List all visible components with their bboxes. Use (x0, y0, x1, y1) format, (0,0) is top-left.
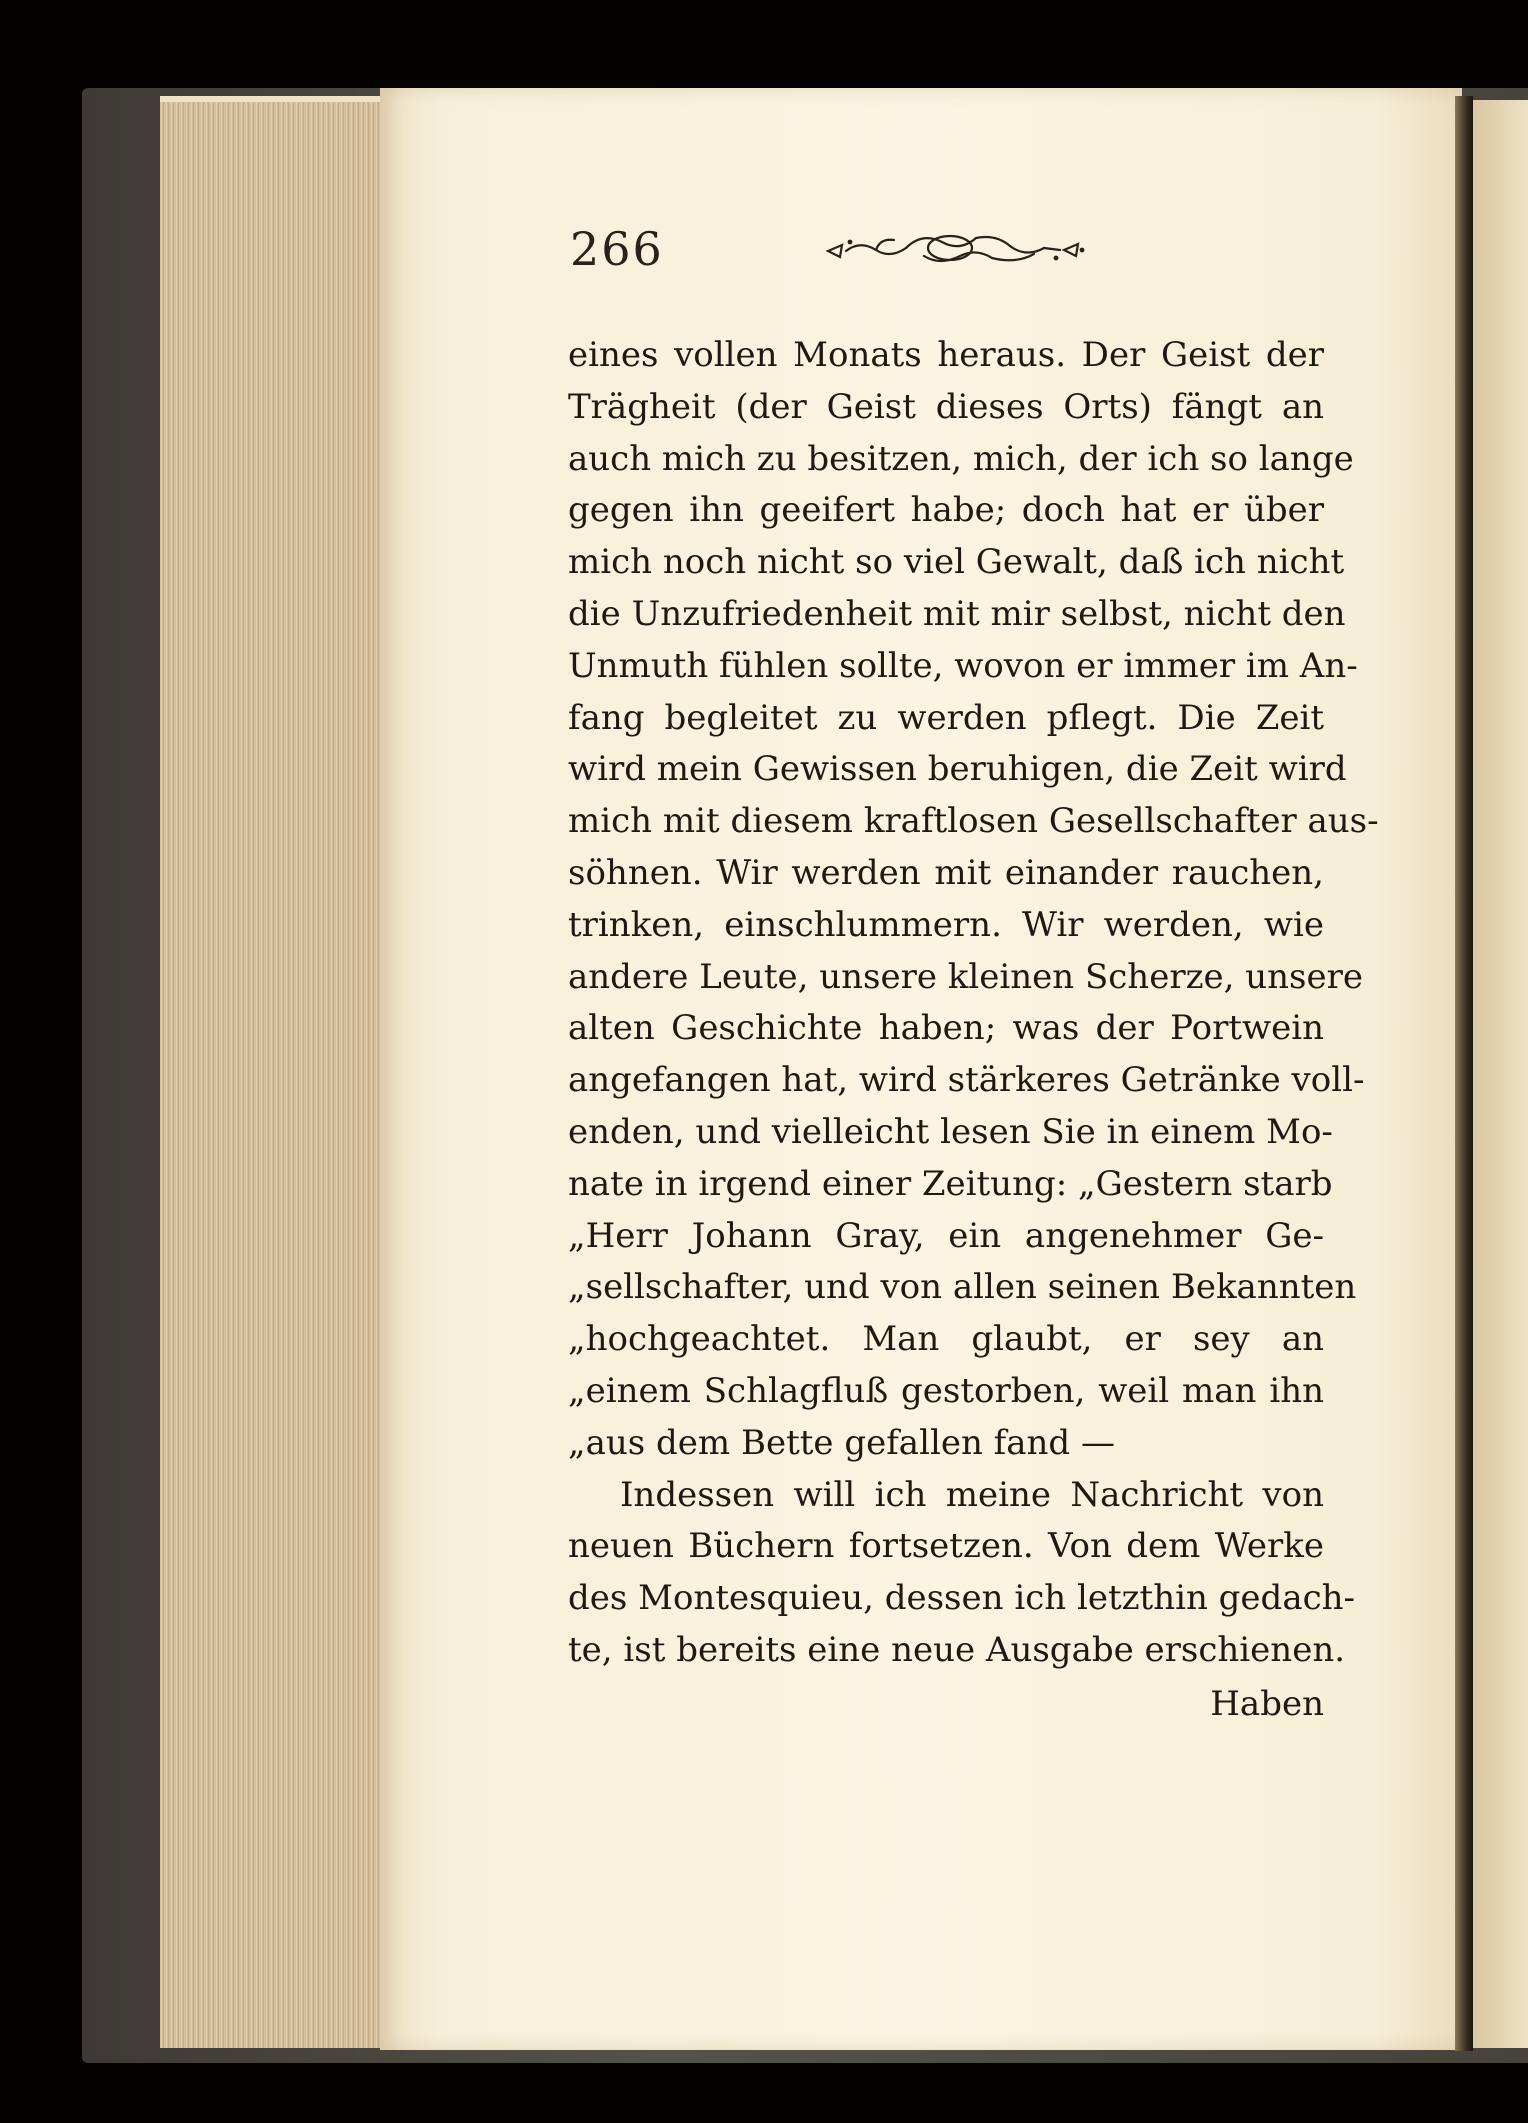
text-line: „sellschafter, und von allen seinen Bekannten (568, 1267, 1357, 1308)
text-line: „hochgeachtet. Man glaubt, er sey an (568, 1319, 1324, 1360)
text-line: Trägheit (der Geist dieses Orts) fängt an (568, 386, 1324, 427)
decorative-ornament-icon (820, 226, 1090, 272)
text-line: „aus dem Bette gefallen fand — (568, 1422, 1115, 1463)
text-line: wird mein Gewissen beruhigen, die Zeit wird (568, 749, 1347, 790)
page-header (570, 222, 1090, 282)
book-gutter (1455, 96, 1473, 2051)
text-line: mich mit diesem kraftlosen Gesellschafter aus- (568, 801, 1379, 842)
text-line: mich noch nicht so viel Gewalt, daß ich nicht (568, 542, 1345, 583)
page-edges (160, 96, 390, 2048)
text-line: gegen ihn geeifert habe; doch hat er über (568, 490, 1324, 531)
text-line: fang begleitet zu werden pflegt. Die Zeit (568, 697, 1324, 738)
body-text (568, 330, 1379, 1677)
text-line: angefangen hat, wird stärkeres Getränke voll- (568, 1060, 1365, 1101)
page-number: 266 (570, 222, 664, 276)
text-line: „Herr Johann Gray, ein angenehmer Ge- (568, 1215, 1324, 1256)
text-line: die Unzufriedenheit mit mir selbst, nicht den (568, 593, 1346, 634)
text-line: Unmuth fühlen sollte, wovon er immer im An- (568, 645, 1358, 686)
catchword: Haben (1210, 1684, 1324, 1724)
text-line: des Montesquieu, dessen ich letzthin gedach- (568, 1578, 1356, 1619)
text-line: auch mich zu besitzen, mich, der ich so lange (568, 438, 1354, 479)
text-line: söhnen. Wir werden mit einander rauchen, (568, 852, 1324, 893)
text-line: „einem Schlagfluß gestorben, weil man ihn (568, 1370, 1324, 1411)
text-line: te, ist bereits eine neue Ausgabe erschienen. (568, 1629, 1346, 1670)
text-line: andere Leute, unsere kleinen Scherze, unsere (568, 956, 1363, 997)
facing-page-edge (1473, 100, 1528, 2048)
text-line: eines vollen Monats heraus. Der Geist der (568, 335, 1324, 375)
text-line: alten Geschichte haben; was der Portwein (568, 1008, 1324, 1049)
text-line: enden, und vielleicht lesen Sie in einem Mo- (568, 1111, 1333, 1152)
text-line: nate in irgend einer Zeitung: „Gestern starb (568, 1163, 1333, 1204)
text-line: Indessen will ich meine Nachricht von (620, 1474, 1324, 1515)
text-line: trinken, einschlummern. Wir werden, wie (568, 904, 1324, 945)
text-line: neuen Büchern fortsetzen. Von dem Werke (568, 1526, 1324, 1567)
